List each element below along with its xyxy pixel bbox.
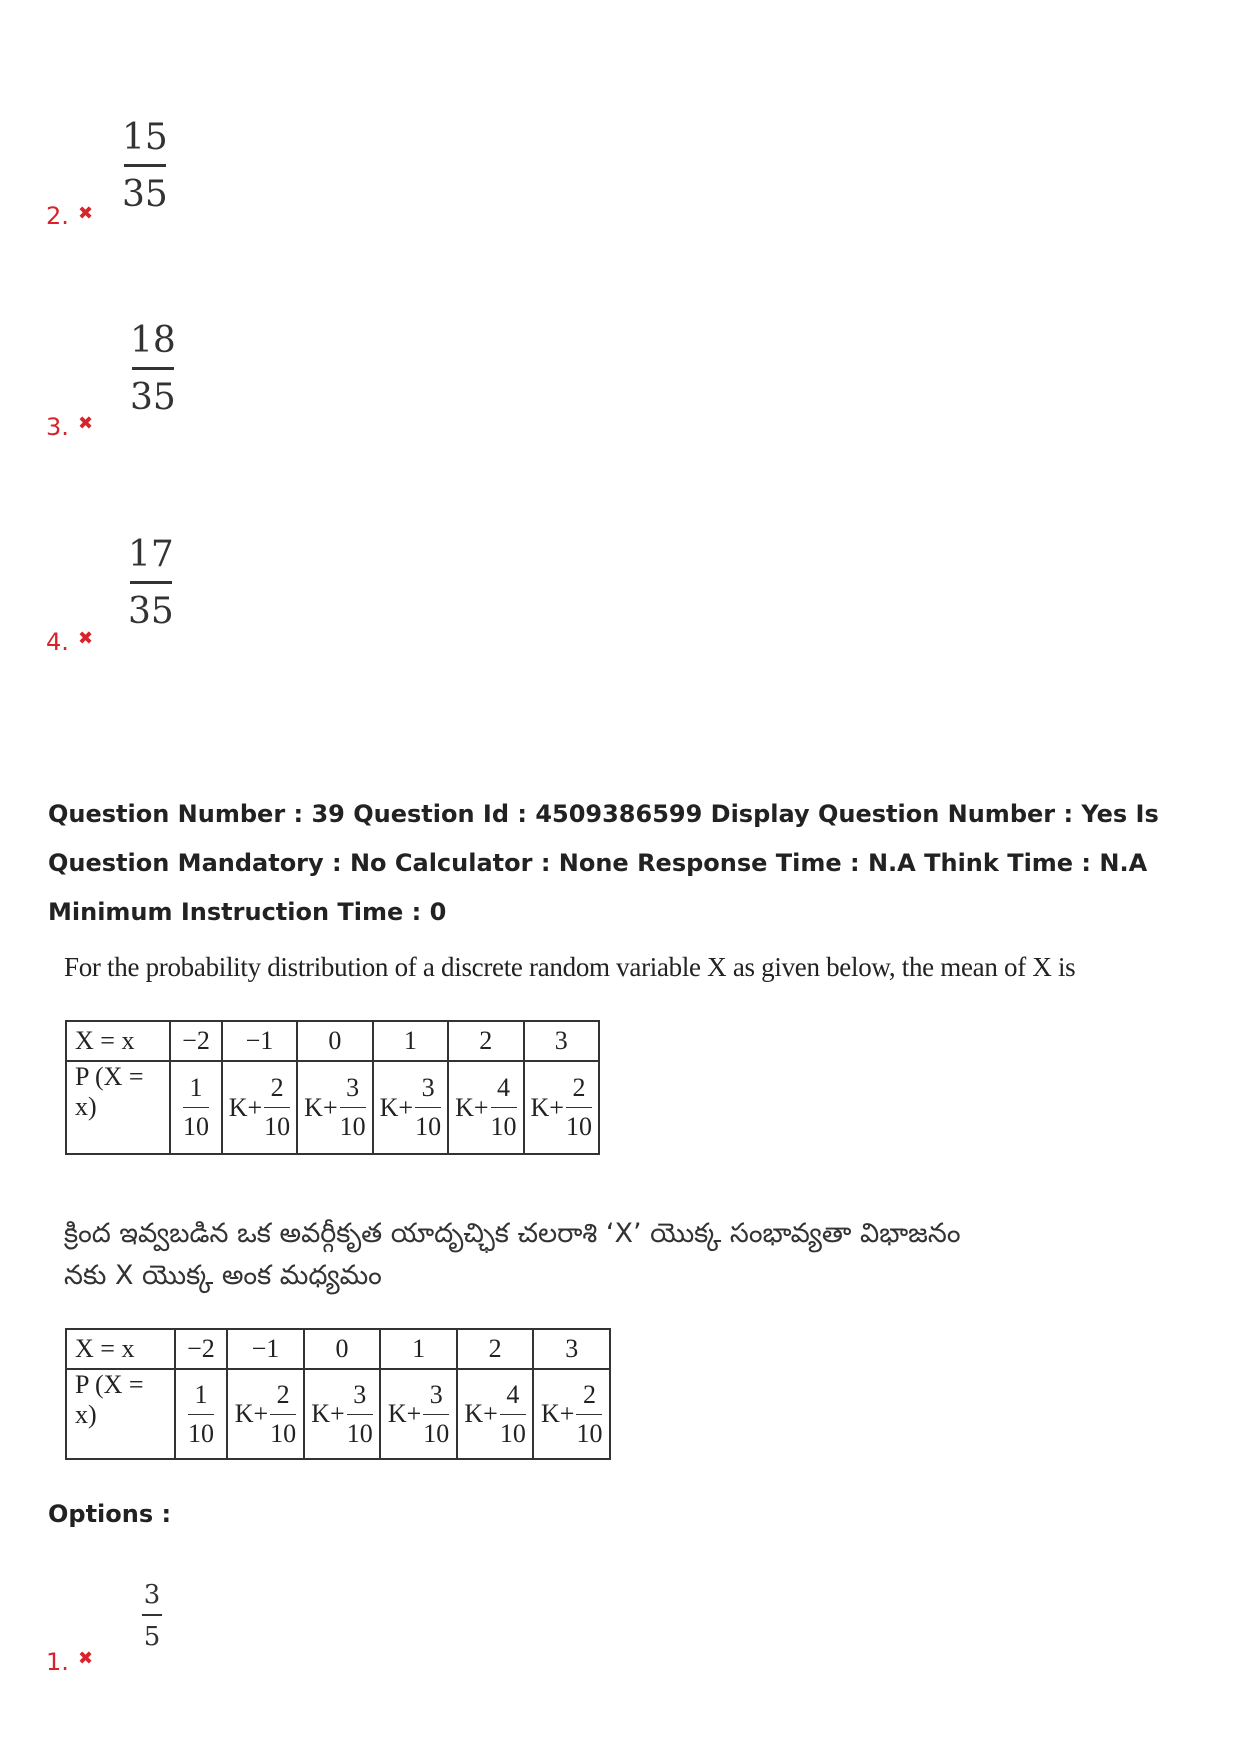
question-text-telugu-line1: క్రింద ఇవ్వబడిన ఒక అవర్గీకృత యాదృచ్ఛిక చలరాశి ‘X’ యొక్క సంభావ్యతా విభాజనం bbox=[64, 1218, 961, 1249]
probability-table-english bbox=[65, 1020, 600, 1155]
cross-icon: ✖ bbox=[78, 628, 94, 649]
table-row: X = x −2 −1 0 1 2 3 bbox=[66, 1021, 599, 1061]
table-row: P (X = x) $\frac{1}{10}$ K+ 2 10 K+ 3 10 K+ 3 10 K+ 4 10 K+ 2 10 bbox=[66, 1061, 599, 1154]
option-number: 2. bbox=[46, 202, 69, 230]
option-number: 1. bbox=[46, 1648, 69, 1676]
option-number: 4. bbox=[46, 628, 69, 656]
question-text-english: For the probability distribution of a discrete random variable X as given below, the mean of X is bbox=[64, 952, 1076, 982]
question-text-telugu-line2: నకు X యొక్క అంక మధ్యమం bbox=[64, 1260, 382, 1291]
table-row: X = x −2 −1 0 1 2 3 bbox=[66, 1329, 610, 1369]
cross-icon: ✖ bbox=[78, 1648, 94, 1669]
cross-icon: ✖ bbox=[78, 413, 94, 434]
option-fraction: 17 35 bbox=[128, 534, 174, 632]
probability-table-telugu bbox=[65, 1328, 611, 1460]
option-fraction: 15 35 bbox=[122, 117, 168, 215]
question-info: Question Number : 39 Question Id : 4509386599 Display Question Number : Yes Is Question Mandatory : No Calculator : None Response Time : N.A Think Time : N.A Minimum Instruction Time : 0 bbox=[48, 800, 1159, 926]
table-row: P (X = x) $\frac{1}{10}$ K+ 2 10 K+ 3 10 K+ 3 10 K+ 4 10 K+ 2 10 bbox=[66, 1369, 610, 1459]
options-label: Options : bbox=[48, 1500, 172, 1528]
cross-icon: ✖ bbox=[78, 203, 94, 224]
option-number: 3. bbox=[46, 413, 69, 441]
option-fraction: 18 35 bbox=[130, 320, 176, 418]
option-fraction: 3 5 bbox=[143, 1580, 161, 1652]
